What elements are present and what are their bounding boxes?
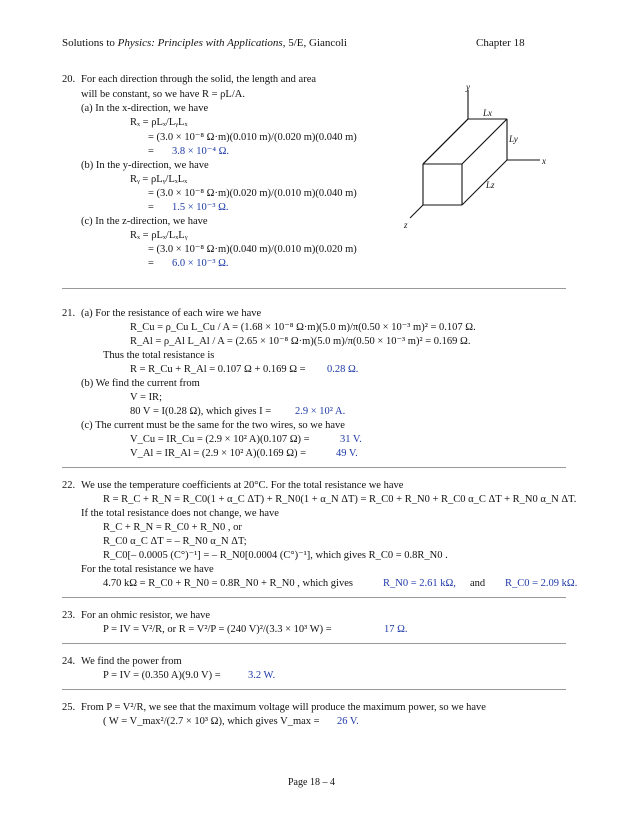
equation: = (3.0 × 10⁻⁸ Ω·m)(0.040 m)/(0.010 m)(0.020 m) xyxy=(148,244,357,255)
problem-24-line: We find the power from xyxy=(81,656,182,667)
answer: 0.28 Ω. xyxy=(327,364,359,375)
equation: R_Cu = ρ_Cu L_Cu / A = (1.68 × 10⁻⁸ Ω·m)(5.0 m)/π(0.50 × 10⁻³ m)² = 0.107 Ω. xyxy=(130,322,476,333)
page-footer: Page 18 – 4 xyxy=(288,777,335,788)
box-edge xyxy=(423,119,468,164)
problem-22-line: For the total resistance we have xyxy=(81,564,214,575)
equation: R_C0[– 0.0005 (C°)⁻¹] = – R_N0[0.0004 (C°)⁻¹], which gives R_C0 = 0.8R_N0 . xyxy=(103,550,448,561)
equation: = xyxy=(148,146,154,157)
ly-label: Ly xyxy=(509,134,518,144)
problem-20-number: 20. xyxy=(62,74,76,85)
problem-20-line: will be constant, so we have R = ρL/A. xyxy=(81,89,245,100)
equation: = xyxy=(148,202,154,213)
header-prefix: Solutions to xyxy=(62,37,118,49)
problem-23-number: 23. xyxy=(62,610,76,621)
answer: 1.5 × 10⁻³ Ω. xyxy=(172,202,229,213)
answer: 2.9 × 10² A. xyxy=(295,406,346,417)
problem-20-part-b: (b) In the y-direction, we have xyxy=(81,160,209,171)
equation: V_Al = IR_Al = (2.9 × 10² A)(0.169 Ω) = xyxy=(130,448,307,459)
equation: Rₓ = ρLₓ/LₓLᵧ xyxy=(130,230,188,241)
problem-21-number: 21. xyxy=(62,308,76,319)
z-axis-label: z xyxy=(404,220,408,230)
page-header-chapter: Chapter 18 xyxy=(476,37,525,49)
page-header-left xyxy=(62,38,347,49)
section-divider xyxy=(62,288,566,289)
answer: R_C0 = 2.09 kΩ. xyxy=(505,578,578,589)
equation: V = IR; xyxy=(130,392,162,403)
problem-20-part-a: (a) In the x-direction, we have xyxy=(81,103,209,114)
equation: R = R_Cu + R_Al = 0.107 Ω + 0.169 Ω = xyxy=(130,364,306,375)
equation: = (3.0 × 10⁻⁸ Ω·m)(0.010 m)/(0.020 m)(0.040 m) xyxy=(148,132,357,143)
x-axis-label: x xyxy=(542,156,546,166)
problem-20-part-c: (c) In the z-direction, we have xyxy=(81,216,208,227)
equation: R = R_C + R_N = R_C0(1 + α_C ΔT) + R_N0(1 + α_N ΔT) = R_C0 + R_N0 + R_C0 α_C ΔT + R_N0 α_N ΔT. xyxy=(103,494,577,505)
answer: 3.8 × 10⁻⁴ Ω. xyxy=(172,146,230,157)
problem-21-text: Thus the total resistance is xyxy=(103,350,215,361)
section-divider xyxy=(62,689,566,690)
header-suffix: , 5/E, Giancoli xyxy=(282,37,347,49)
problem-25-line: From P = V²/R, we see that the maximum voltage will produce the maximum power, so we have xyxy=(81,702,486,713)
problem-25-number: 25. xyxy=(62,702,76,713)
problem-21-part-b: (b) We find the current from xyxy=(81,378,200,389)
book-title: Physics: Principles with Applications xyxy=(117,37,283,49)
answer: 6.0 × 10⁻³ Ω. xyxy=(172,258,229,269)
problem-23-line: For an ohmic resistor, we have xyxy=(81,610,211,621)
y-axis-label: y xyxy=(466,84,470,92)
problem-20-line: For each direction through the solid, the length and area xyxy=(81,74,317,85)
box-bottom-right-edge xyxy=(462,160,507,205)
equation: ( W = V_max²/(2.7 × 10³ Ω), which gives V_max = xyxy=(103,716,320,727)
solid-box-diagram xyxy=(400,84,560,234)
section-divider xyxy=(62,643,566,644)
equation: 80 V = I(0.28 Ω), which gives I = xyxy=(130,406,272,417)
answer: R_N0 = 2.61 kΩ, xyxy=(383,578,456,589)
equation: R_C + R_N = R_C0 + R_N0 , or xyxy=(103,522,242,533)
equation: P = IV = (0.350 A)(9.0 V) = xyxy=(103,670,221,681)
answer: 49 V. xyxy=(336,448,358,459)
equation: = (3.0 × 10⁻⁸ Ω·m)(0.020 m)/(0.010 m)(0.040 m) xyxy=(148,188,357,199)
answer: 26 V. xyxy=(337,716,359,727)
problem-22-number: 22. xyxy=(62,480,76,491)
equation: = xyxy=(148,258,154,269)
lx-label: Lx xyxy=(483,108,492,118)
equation: R_Al = ρ_Al L_Al / A = (2.65 × 10⁻⁸ Ω·m)(5.0 m)/π(0.50 × 10⁻³ m)² = 0.169 Ω. xyxy=(130,336,471,347)
z-axis-line xyxy=(410,205,423,218)
answer: 17 Ω. xyxy=(384,624,408,635)
equation: R_C0 α_C ΔT = – R_N0 α_N ΔT; xyxy=(103,536,247,547)
equation: Rᵧ = ρLᵧ/LₓLₓ xyxy=(130,174,188,185)
problem-24-number: 24. xyxy=(62,656,76,667)
section-divider xyxy=(62,597,566,598)
problem-21-part-c: (c) The current must be the same for the two wires, so we have xyxy=(81,420,345,431)
box-top-right-edge xyxy=(462,119,507,164)
problem-22-line: If the total resistance does not change, we have xyxy=(81,508,279,519)
lz-label: Lz xyxy=(486,180,495,190)
section-divider xyxy=(62,467,566,468)
equation: 4.70 kΩ = R_C0 + R_N0 = 0.8R_N0 + R_N0 , which gives xyxy=(103,578,353,589)
conjunction: and xyxy=(470,578,486,589)
problem-22-line: We use the temperature coefficients at 20°C. For the total resistance we have xyxy=(81,480,404,491)
answer: 31 V. xyxy=(340,434,362,445)
problem-21-part-a: (a) For the resistance of each wire we have xyxy=(81,308,262,319)
equation: P = IV = V²/R, or R = V²/P = (240 V)²/(3.3 × 10³ W) = xyxy=(103,624,332,635)
equation: V_Cu = IR_Cu = (2.9 × 10² A)(0.107 Ω) = xyxy=(130,434,310,445)
equation: Rₓ = ρLₓ/LᵧLₓ xyxy=(130,117,188,128)
answer: 3.2 W. xyxy=(248,670,276,681)
